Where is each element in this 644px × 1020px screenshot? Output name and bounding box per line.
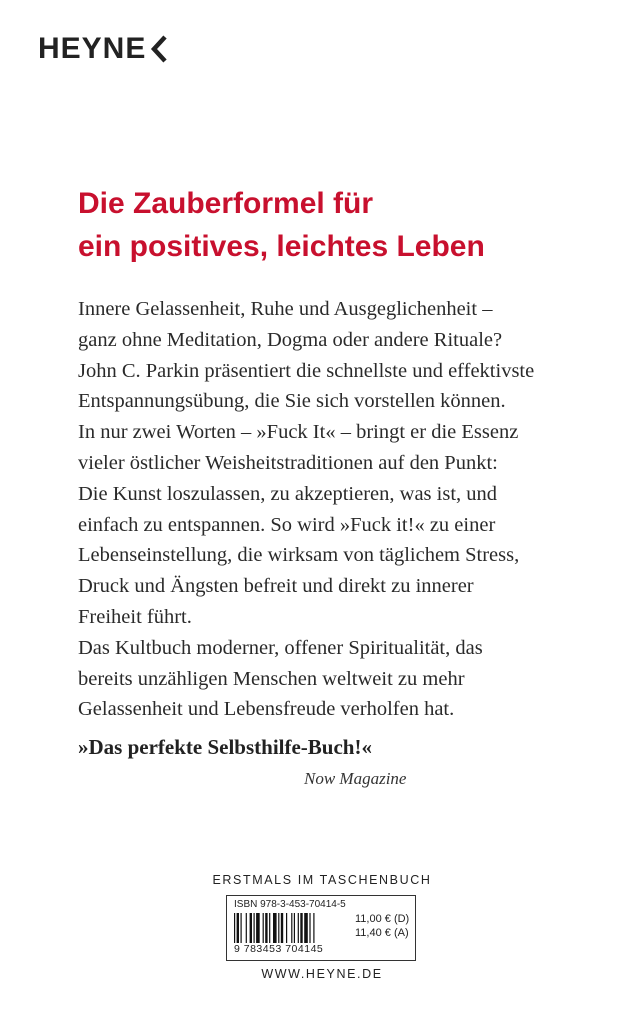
blurb-line: John C. Parkin präsentiert die schnellste und effektivste	[78, 359, 535, 382]
price-germany: 11,00 € (D)	[355, 913, 410, 925]
blurb-line: vieler östlicher Weisheitstraditionen auf den Punkt:	[78, 451, 498, 474]
publisher-logo	[38, 32, 168, 66]
edition-note: ERSTMALS IM TASCHENBUCH	[212, 873, 432, 887]
blurb-line: ganz ohne Meditation, Dogma oder andere Rituale?	[78, 328, 503, 351]
barcode-box	[226, 895, 416, 961]
blurb-line: Die Kunst loszulassen, zu akzeptieren, was ist, und	[78, 482, 498, 505]
blurb-line: bereits unzähligen Menschen weltweit zu mehr	[78, 667, 465, 690]
blurb-line: einfach zu entspannen. So wird »Fuck it!« zu einer	[78, 513, 496, 536]
blurb-line: Gelassenheit und Lebensfreude verholfen hat.	[78, 698, 455, 721]
blurb-text	[78, 294, 598, 725]
blurb-line: Entspannungsübung, die Sie sich vorstellen können.	[78, 390, 506, 413]
publisher-name: HEYNE	[38, 32, 147, 65]
blurb-line: Druck und Ängsten befreit und direkt zu innerer	[78, 575, 474, 598]
blurb-line: Das Kultbuch moderner, offener Spiritualität, das	[78, 636, 483, 659]
review-quote: »Das perfekte Selbsthilfe-Buch!«	[78, 735, 372, 759]
barcode-graphic	[234, 913, 344, 943]
headline-line-2: ein positives, leichtes Leben	[78, 230, 485, 263]
blurb-line: Freiheit führt.	[78, 605, 192, 628]
price-austria: 11,40 € (A)	[355, 927, 409, 939]
review-source: Now Magazine	[304, 769, 407, 788]
blurb-line: Innere Gelassenheit, Ruhe und Ausgeglichenheit –	[78, 298, 493, 320]
blurb-line: Lebenseinstellung, die wirksam von täglichem Stress,	[78, 544, 520, 567]
heyne-chevron-icon	[150, 35, 168, 63]
headline	[78, 182, 598, 268]
website-url: WWW.HEYNE.DE	[261, 967, 383, 981]
blurb-line: In nur zwei Worten – »Fuck It« – bringt er die Essenz	[78, 421, 519, 444]
headline-line-1: Die Zauberformel für	[78, 187, 374, 220]
barcode-digits: 9 783453 704145	[234, 943, 324, 955]
isbn-label: ISBN 978-3-453-70414-5	[234, 899, 346, 910]
